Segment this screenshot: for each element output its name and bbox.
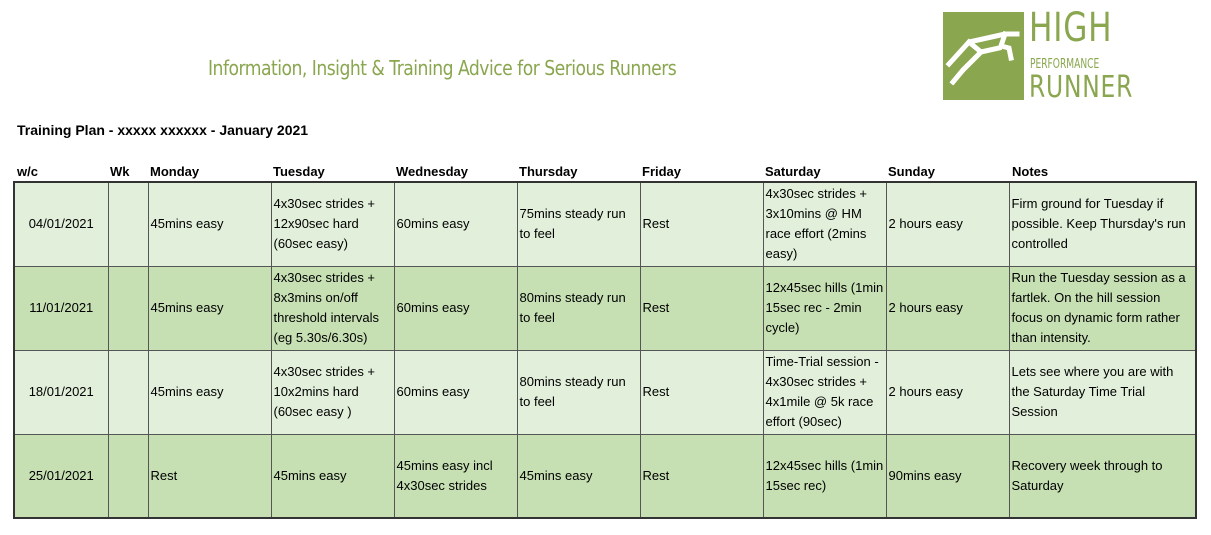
cell-saturday[interactable]: 12x45sec hills (1min 15sec rec) <box>763 434 886 518</box>
cell-saturday[interactable]: 12x45sec hills (1min 15sec rec - 2min cycle) <box>763 266 886 350</box>
cell-wc[interactable]: 04/01/2021 <box>14 182 108 266</box>
cell-notes[interactable]: Lets see where you are with the Saturday Time Trial Session <box>1009 350 1196 434</box>
cell-monday[interactable]: 45mins easy <box>148 350 271 434</box>
cell-tuesday[interactable]: 4x30sec strides + 10x2mins hard (60sec easy ) <box>271 350 394 434</box>
cell-notes[interactable]: Recovery week through to Saturday <box>1009 434 1196 518</box>
cell-friday[interactable]: Rest <box>640 350 763 434</box>
cell-wc[interactable]: 18/01/2021 <box>14 350 108 434</box>
cell-thursday[interactable]: 80mins steady run to feel <box>517 350 640 434</box>
cell-tuesday[interactable]: 4x30sec strides + 12x90sec hard (60sec easy) <box>271 182 394 266</box>
cell-wednesday[interactable]: 60mins easy <box>394 350 517 434</box>
cell-thursday[interactable]: 45mins easy <box>517 434 640 518</box>
cell-wc[interactable]: 11/01/2021 <box>14 266 108 350</box>
cell-monday[interactable]: 45mins easy <box>148 266 271 350</box>
col-header-sunday: Sunday <box>888 164 935 179</box>
tagline: Information, Insight & Training Advice for Serious Runners <box>208 56 677 80</box>
cell-sunday[interactable]: 2 hours easy <box>886 266 1009 350</box>
cell-thursday[interactable]: 75mins steady run to feel <box>517 182 640 266</box>
cell-friday[interactable]: Rest <box>640 266 763 350</box>
cell-notes[interactable]: Run the Tuesday session as a fartlek. On the hill session focus on dynamic form rather than intensity. <box>1009 266 1196 350</box>
table-row <box>14 434 1196 518</box>
training-plan-table <box>13 181 1197 519</box>
cell-wk[interactable] <box>108 350 148 434</box>
cell-saturday[interactable]: Time-Trial session - 4x30sec strides + 4x1mile @ 5k race effort (90sec) <box>763 350 886 434</box>
cell-monday[interactable]: Rest <box>148 434 271 518</box>
table-row <box>14 350 1196 434</box>
cell-notes[interactable]: Firm ground for Tuesday if possible. Keep Thursday's run controlled <box>1009 182 1196 266</box>
logo-text-performance: PERFORMANCE <box>1030 57 1100 72</box>
cell-friday[interactable]: Rest <box>640 434 763 518</box>
cell-sunday[interactable]: 2 hours easy <box>886 182 1009 266</box>
col-header-wc: w/c <box>17 164 38 179</box>
logo-text-runner: RUNNER <box>1029 70 1134 105</box>
col-header-wednesday: Wednesday <box>396 164 469 179</box>
cell-wednesday[interactable]: 60mins easy <box>394 182 517 266</box>
cell-tuesday[interactable]: 45mins easy <box>271 434 394 518</box>
cell-wednesday[interactable]: 60mins easy <box>394 266 517 350</box>
cell-wc[interactable]: 25/01/2021 <box>14 434 108 518</box>
table-row <box>14 182 1196 266</box>
table-row <box>14 266 1196 350</box>
col-header-wk: Wk <box>110 164 130 179</box>
col-header-notes: Notes <box>1012 164 1049 179</box>
cell-tuesday[interactable]: 4x30sec strides + 8x3mins on/off threshold intervals (eg 5.30s/6.30s) <box>271 266 394 350</box>
cell-sunday[interactable]: 2 hours easy <box>886 350 1009 434</box>
brand-logo <box>943 5 1134 105</box>
col-header-friday: Friday <box>642 164 682 179</box>
logo-text-high: HIGH <box>1029 5 1113 51</box>
cell-sunday[interactable]: 90mins easy <box>886 434 1009 518</box>
runner-logo-icon <box>943 12 1024 100</box>
cell-friday[interactable]: Rest <box>640 182 763 266</box>
cell-wednesday[interactable]: 45mins easy incl 4x30sec strides <box>394 434 517 518</box>
col-header-monday: Monday <box>150 164 200 179</box>
col-header-saturday: Saturday <box>765 164 821 179</box>
cell-wk[interactable] <box>108 182 148 266</box>
plan-title: Training Plan - xxxxx xxxxxx - January 2021 <box>17 122 309 138</box>
cell-monday[interactable]: 45mins easy <box>148 182 271 266</box>
col-header-tuesday: Tuesday <box>273 164 325 179</box>
cell-thursday[interactable]: 80mins steady run to feel <box>517 266 640 350</box>
cell-wk[interactable] <box>108 434 148 518</box>
col-header-thursday: Thursday <box>519 164 578 179</box>
cell-wk[interactable] <box>108 266 148 350</box>
cell-saturday[interactable]: 4x30sec strides + 3x10mins @ HM race effort (2mins easy) <box>763 182 886 266</box>
